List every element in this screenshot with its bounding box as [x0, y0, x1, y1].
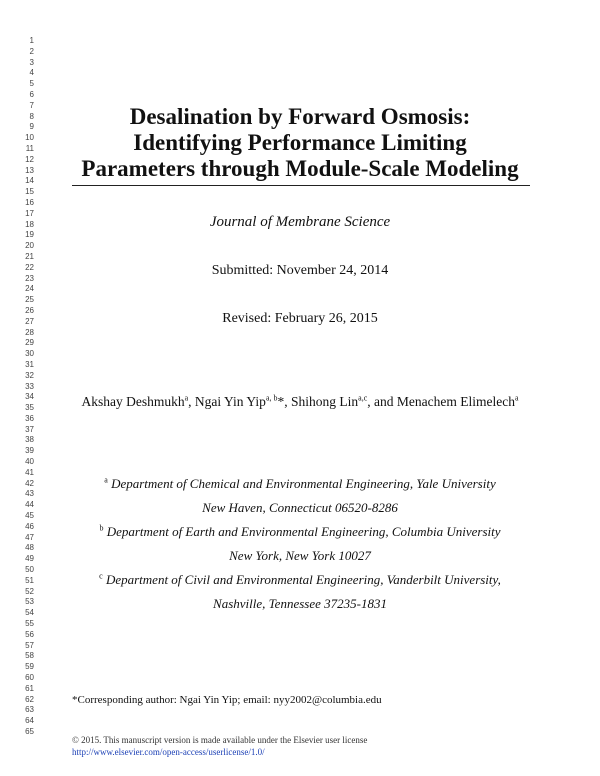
line-number: 7 [29, 100, 34, 110]
line-number: 4 [29, 68, 34, 78]
line-number: 24 [25, 284, 34, 294]
line-number: 33 [25, 381, 34, 391]
license-text: © 2015. This manuscript version is made available under the Elsevier user license [72, 735, 368, 745]
line-number: 63 [25, 705, 34, 715]
line-number: 8 [29, 111, 34, 121]
title-line-1: Desalination by Forward Osmosis: [129, 104, 471, 129]
line-number: 2 [29, 46, 34, 56]
line-number: 41 [25, 467, 34, 477]
author-3: Shihong Lin$^{a,c}$, and [291, 393, 397, 409]
line-number: 60 [25, 673, 34, 683]
affiliation-a: $^a$ Department of Chemical and Environmental Engineering, Yale University New Haven, Connecticut 06520-8286 [104, 475, 496, 515]
line-number: 34 [25, 392, 34, 402]
line-number: 17 [25, 208, 34, 218]
line-number: 64 [25, 716, 34, 726]
line-number: 46 [25, 521, 34, 531]
line-number: 52 [25, 586, 34, 596]
title-line-2: Identifying Performance Limiting [133, 130, 467, 155]
line-number: 1 [29, 36, 34, 45]
line-number: 55 [25, 619, 34, 629]
line-number: 22 [25, 262, 34, 272]
license-link[interactable]: http://www.elsevier.com/open-access/userlicense/1.0/ [72, 747, 265, 757]
license-notice [72, 734, 367, 758]
line-number: 36 [25, 413, 34, 423]
line-number: 23 [25, 273, 34, 283]
line-number: 58 [25, 651, 34, 661]
line-number: 26 [25, 305, 34, 315]
line-number: 15 [25, 187, 34, 197]
line-number: 11 [25, 143, 34, 153]
affiliation-b: $^b$ Department of Earth and Environmental Engineering, Columbia University New York, New York 10027 [99, 523, 501, 563]
revised-date: Revised: February 26, 2015 [222, 311, 378, 326]
line-number: 37 [25, 424, 34, 434]
corresponding-author-note: *Corresponding author: Ngai Yin Yip; email: nyy2002@columbia.edu [72, 694, 382, 706]
journal-name: Journal of Membrane Science [209, 214, 391, 230]
line-number: 44 [25, 500, 34, 510]
line-number: 6 [29, 89, 34, 99]
author-4: Menachem Elimelech$^a$ [396, 393, 519, 409]
line-number: 47 [25, 532, 34, 542]
line-number: 54 [25, 608, 34, 618]
line-number: 57 [25, 640, 34, 650]
line-number: 51 [25, 575, 34, 585]
line-number: 27 [25, 316, 34, 326]
line-number: 30 [25, 349, 34, 359]
line-number: 21 [25, 251, 34, 261]
line-number: 18 [25, 219, 34, 229]
line-number: 62 [25, 694, 34, 704]
line-number: 48 [25, 543, 34, 553]
line-number: 39 [25, 446, 34, 456]
line-number: 43 [25, 489, 34, 499]
line-number: 3 [29, 57, 34, 67]
line-number: 25 [25, 295, 34, 305]
line-number: 10 [25, 133, 34, 143]
line-number: 13 [25, 165, 34, 175]
corresponding-mark: * [277, 394, 285, 409]
line-number: 65 [25, 727, 34, 736]
author-2: Ngai Yin Yip$^{a, b}$*, [194, 393, 291, 409]
paper-title [60, 104, 540, 182]
line-number: 14 [25, 176, 34, 186]
line-number: 19 [25, 230, 34, 240]
line-number: 20 [25, 241, 34, 251]
line-number: 53 [25, 597, 34, 607]
affiliation-c: $^c$ Department of Civil and Environmental Engineering, Vanderbilt University, Nashville, Tennessee 37235-1831 [99, 571, 501, 611]
author-1: Akshay Deshmukh$^a$, [81, 393, 195, 409]
line-number-column [14, 36, 34, 738]
title-line-3: Parameters through Module-Scale Modeling [81, 156, 519, 181]
line-number: 31 [25, 359, 34, 369]
line-number: 32 [25, 370, 34, 380]
submitted-date: Submitted: November 24, 2014 [211, 263, 389, 278]
line-number: 28 [25, 327, 34, 337]
line-number: 59 [25, 662, 34, 672]
line-number: 61 [25, 683, 34, 693]
line-number: 45 [25, 511, 34, 521]
line-number: 29 [25, 338, 34, 348]
line-number: 49 [25, 554, 34, 564]
line-number: 38 [25, 435, 34, 445]
line-number: 12 [25, 154, 34, 164]
title-underline [72, 185, 530, 186]
line-number: 5 [29, 79, 34, 89]
line-number: 42 [25, 478, 34, 488]
line-number: 9 [29, 122, 34, 132]
line-number: 50 [25, 565, 34, 575]
line-number: 40 [25, 457, 34, 467]
line-number: 56 [25, 629, 34, 639]
line-number: 16 [25, 197, 34, 207]
author-list [0, 394, 600, 410]
line-number: 35 [25, 403, 34, 413]
